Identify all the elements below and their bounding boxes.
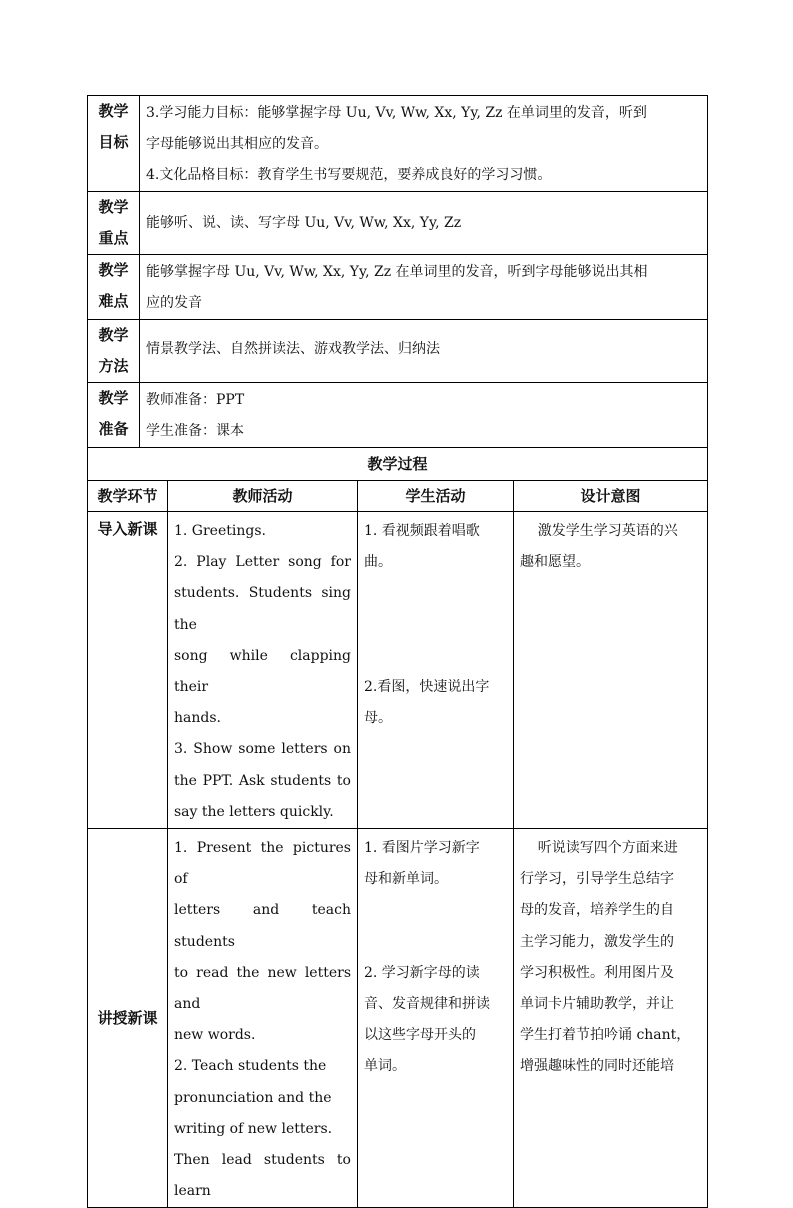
preparation-row bbox=[88, 383, 708, 448]
text-line: writing of new letters. bbox=[174, 1120, 333, 1137]
teacher-activity-cell bbox=[168, 512, 358, 829]
text-line: 4.文化品格目标：教育学生书写要规范，要养成良好的学习习惯。 bbox=[146, 167, 552, 183]
text-line: 应的发音 bbox=[146, 295, 202, 311]
text-line: 2. 学习新字母的读 bbox=[364, 964, 480, 981]
text-line: 1. 看视频跟着唱歌 bbox=[364, 523, 480, 539]
header-stage: 教学环节 bbox=[88, 481, 168, 512]
header-design-intent: 设计意图 bbox=[514, 481, 708, 512]
preparation-content bbox=[140, 383, 708, 448]
key-points-label bbox=[88, 192, 140, 255]
text-line: 学生打着节拍吟诵 chant， bbox=[520, 1027, 691, 1044]
label-line: 教学 bbox=[98, 389, 129, 407]
teacher-activity-cell bbox=[168, 829, 358, 1208]
text-line: to read the new letters and bbox=[174, 964, 351, 1013]
text-line: 行学习，引导学生总结字 bbox=[520, 871, 674, 888]
text-line: 2.看图，快速说出字 bbox=[364, 678, 490, 695]
objectives-content bbox=[140, 96, 708, 192]
text-line: students. Students sing the bbox=[174, 585, 351, 633]
label-line: 重点 bbox=[98, 229, 129, 247]
design-intent-cell bbox=[514, 829, 708, 1208]
text-line: 1. Greetings. bbox=[174, 523, 266, 539]
label-line: 教学 bbox=[98, 198, 129, 216]
preparation-label bbox=[88, 383, 140, 448]
label-line: 目标 bbox=[98, 133, 129, 151]
text-line: 听说读写四个方面来进 bbox=[520, 840, 678, 857]
process-header-row bbox=[88, 481, 708, 512]
process-title: 教学过程 bbox=[88, 448, 708, 481]
methods-label bbox=[88, 320, 140, 383]
objectives-label bbox=[88, 96, 140, 192]
text-line: 单词。 bbox=[364, 1058, 406, 1075]
text-line: 以这些字母开头的 bbox=[364, 1027, 476, 1044]
text-line: 情景教学法、自然拼读法、游戏教学法、归纳法 bbox=[146, 341, 440, 357]
text-line: 学生准备：课本 bbox=[146, 423, 244, 439]
stage-name: 导入新课 bbox=[88, 512, 168, 829]
difficulties-label bbox=[88, 255, 140, 320]
label-line: 准备 bbox=[98, 420, 129, 438]
header-student-activity: 学生活动 bbox=[358, 481, 514, 512]
text-line: 2. Play Letter song for bbox=[174, 554, 351, 571]
student-activity-cell bbox=[358, 829, 514, 1208]
text-line: 单词卡片辅助教学，并让 bbox=[520, 996, 674, 1013]
text-line: 3. Show some letters on bbox=[174, 741, 351, 758]
text-line: 母。 bbox=[364, 710, 392, 727]
text-line: 趣和愿望。 bbox=[520, 554, 590, 571]
label-line: 难点 bbox=[98, 292, 129, 310]
label-line: 教学 bbox=[98, 102, 129, 120]
methods-content bbox=[140, 320, 708, 383]
lesson-plan-table bbox=[87, 95, 708, 1208]
text-line: pronunciation and the bbox=[174, 1089, 332, 1106]
label-line: 方法 bbox=[98, 357, 129, 375]
text-line: letters and teach students bbox=[174, 902, 351, 950]
text-line: the PPT. Ask students to bbox=[174, 772, 351, 789]
stage-row-intro bbox=[88, 512, 708, 829]
text-line: 字母能够说出其相应的发音。 bbox=[146, 136, 328, 152]
header-teacher-activity: 教师活动 bbox=[168, 481, 358, 512]
text-line: 增强趣味性的同时还能培 bbox=[520, 1058, 674, 1075]
text-line: 能够掌握字母 Uu, Vv, Ww, Xx, Yy, Zz 在单词里的发音，听到字母能够说出其相 bbox=[146, 264, 648, 280]
text-line: 3.学习能力目标：能够掌握字母 Uu, Vv, Ww, Xx, Yy, Zz 在单词里的发音，听到 bbox=[146, 105, 647, 121]
text-line: song while clapping their bbox=[174, 647, 351, 696]
text-line: 2. Teach students the bbox=[174, 1058, 327, 1075]
text-line: 能够听、说、读、写字母 Uu, Vv, Ww, Xx, Yy, Zz bbox=[146, 215, 462, 231]
key-points-row bbox=[88, 192, 708, 255]
stage-name-text: 讲授新课 bbox=[97, 1009, 158, 1028]
spacer bbox=[364, 895, 507, 926]
text-line: hands. bbox=[174, 710, 221, 727]
key-points-content bbox=[140, 192, 708, 255]
text-line: Then lead students to learn bbox=[174, 1152, 351, 1200]
stage-row-new-lesson bbox=[88, 829, 708, 1208]
process-title-row bbox=[88, 448, 708, 481]
spacer bbox=[364, 610, 507, 641]
design-intent-cell bbox=[514, 512, 708, 829]
label-line: 教学 bbox=[98, 326, 129, 344]
text-line: 音、发音规律和拼读 bbox=[364, 996, 490, 1013]
spacer bbox=[364, 578, 507, 609]
text-line: 学习积极性。利用图片及 bbox=[520, 964, 674, 981]
text-line: 教师准备：PPT bbox=[146, 392, 245, 408]
lesson-plan-page bbox=[87, 95, 707, 1208]
spacer bbox=[364, 927, 507, 958]
text-line: 1. Present the pictures of bbox=[174, 840, 351, 888]
text-line: new words. bbox=[174, 1027, 256, 1044]
student-activity-cell bbox=[358, 512, 514, 829]
text-line: 激发学生学习英语的兴 bbox=[520, 523, 678, 539]
text-line: 母和新单词。 bbox=[364, 871, 448, 888]
difficulties-row bbox=[88, 255, 708, 320]
stage-name bbox=[88, 829, 168, 1208]
text-line: 1. 看图片学习新字 bbox=[364, 840, 480, 857]
difficulties-content bbox=[140, 255, 708, 320]
text-line: 母的发音，培养学生的自 bbox=[520, 902, 674, 919]
label-line: 教学 bbox=[98, 261, 129, 279]
text-line: 曲。 bbox=[364, 554, 392, 571]
spacer bbox=[364, 641, 507, 672]
text-line: 主学习能力，激发学生的 bbox=[520, 933, 674, 950]
objectives-row bbox=[88, 96, 708, 192]
text-line: say the letters quickly. bbox=[174, 803, 334, 820]
methods-row bbox=[88, 320, 708, 383]
